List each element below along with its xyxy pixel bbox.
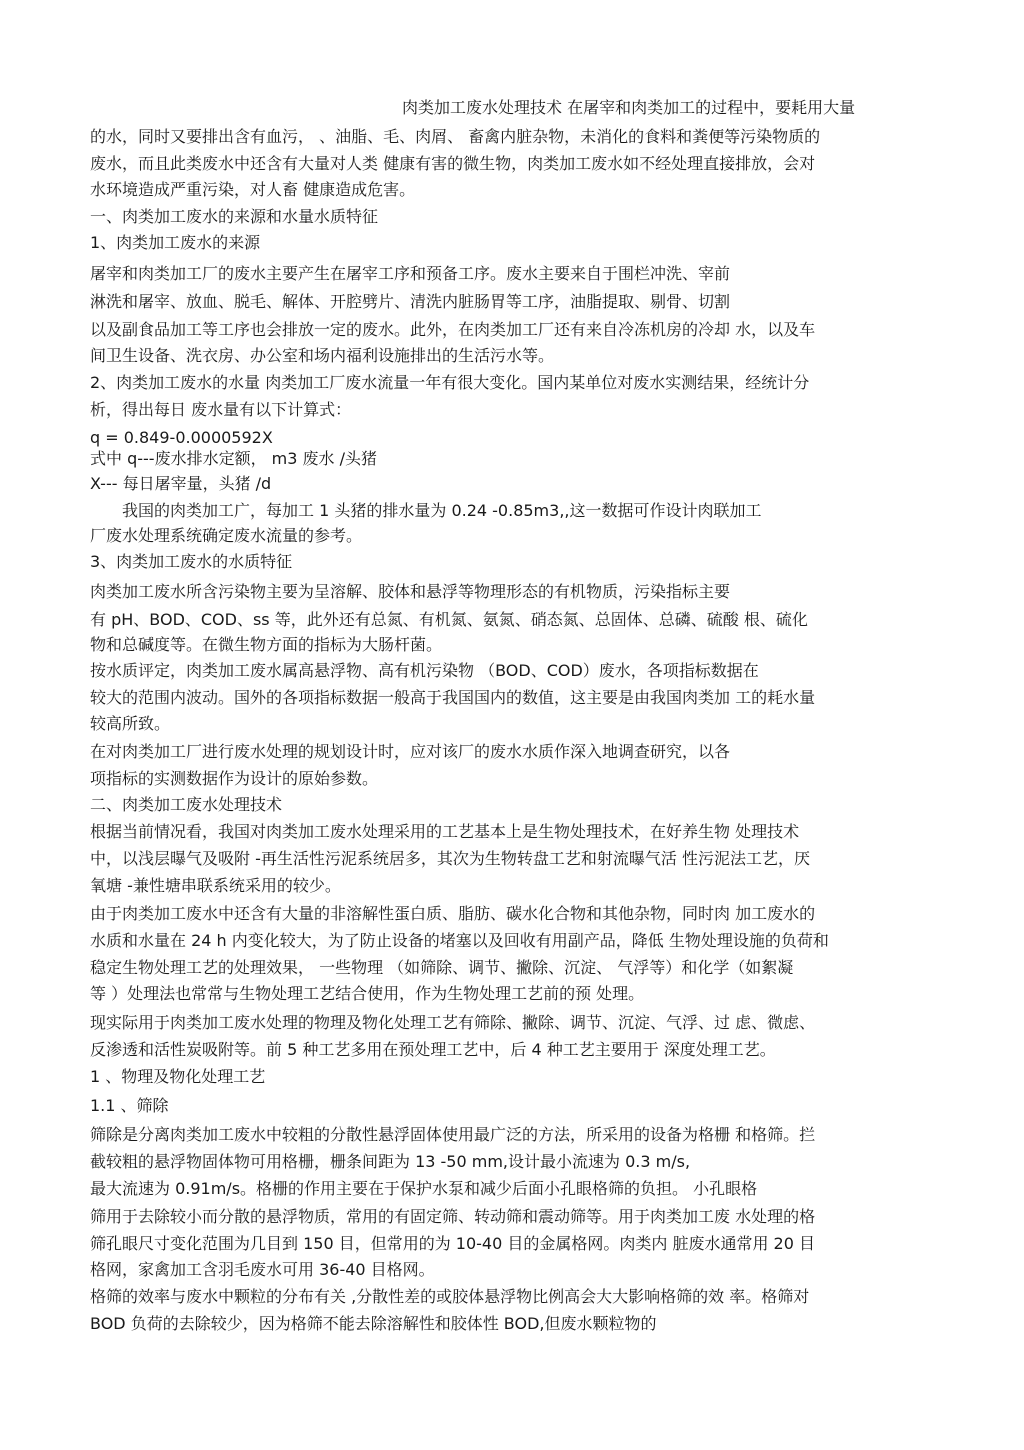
paragraph-line: 我国的肉类加工广，每加工 1 头猪的排水量为 0.24 -0.85m3,,这一数据可作设计肉联加工: [122, 501, 762, 520]
intro-line-2: 的水，同时又要排出含有血污， 、油脂、毛、肉屑、 畜禽内脏杂物，未消化的食料和粪便等污染物质的: [90, 127, 821, 146]
paragraph-line: 最大流速为 0.91m/s。格栅的作用主要在于保护水泵和减少后面小孔眼格筛的负担。 小孔眼格: [90, 1179, 758, 1198]
paragraph-line: 筛用于去除较小而分散的悬浮物质，常用的有固定筛、转动筛和震动筛等。用于肉类加工废 水处理的格: [90, 1207, 816, 1226]
paragraph-line: 等 ）处理法也常常与生物处理工艺结合使用，作为生物处理工艺前的预 处理。: [90, 984, 645, 1003]
paragraph-line: 由于肉类加工废水中还含有大量的非溶解性蛋白质、脂肪、碳水化合物和其他杂物，同时肉 加工废水的: [90, 904, 816, 923]
paragraph-line: 筛孔眼尺寸变化范围为几目到 150 目，但常用的为 10-40 目的金属格网。肉类内 脏废水通常用 20 目: [90, 1234, 815, 1253]
intro-line-1: 肉类加工废水处理技术 在屠宰和肉类加工的过程中，要耗用大量: [402, 98, 856, 117]
paragraph-line: 间卫生设备、洗衣房、办公室和场内福利设施排出的生活污水等。: [90, 346, 555, 365]
paragraph-line: 项指标的实测数据作为设计的原始参数。: [90, 769, 379, 788]
subsection-heading-1-1: 1、肉类加工废水的来源: [90, 233, 261, 252]
paragraph-line: 在对肉类加工厂进行废水处理的规划设计时，应对该厂的废水水质作深入地调查研究，以各: [90, 742, 731, 761]
paragraph-line: 水质和水量在 24 h 内变化较大，为了防止设备的堵塞以及回收有用副产品，降低 生物处理设施的负荷和: [90, 931, 829, 950]
subsection-heading-1-3: 3、肉类加工废水的水质特征: [90, 552, 293, 571]
subsubsection-heading-1-1: 1.1 、筛除: [90, 1096, 169, 1115]
paragraph-line: 析，得出每日 废水量有以下计算式：: [90, 400, 352, 419]
paragraph-line: BOD 负荷的去除较少，因为格筛不能去除溶解性和胶体性 BOD,但废水颗粒物的: [90, 1314, 657, 1333]
subsection-heading-2-1: 1 、物理及物化处理工艺: [90, 1067, 266, 1086]
paragraph-line: 格筛的效率与废水中颗粒的分布有关 ,分散性差的或胶体悬浮物比例高会大大影响格筛的效 率。格筛对: [90, 1287, 810, 1306]
paragraph-line: 氧塘 -兼性塘串联系统采用的较少。: [90, 876, 341, 895]
intro-line-3: 废水，而且此类废水中还含有大量对人类 健康有害的微生物，肉类加工废水如不经处理直接排放，会对: [90, 154, 816, 173]
formula-definition-line: X--- 每日屠宰量，头猪 /d: [90, 474, 272, 493]
paragraph-line: 较高所致。: [90, 714, 171, 733]
paragraph-line: 2、肉类加工废水的水量 肉类加工厂废水流量一年有很大变化。国内某单位对废水实测结果，经统计分: [90, 373, 810, 392]
paragraph-line: 截较粗的悬浮物固体物可用格栅，栅条间距为 13 -50 mm,设计最小流速为 0.3 m/s,: [90, 1152, 691, 1171]
formula-definition-line: 式中 q---废水排水定额， m3 废水 /头猪: [90, 449, 377, 468]
paragraph-line: 淋洗和屠宰、放血、脱毛、解体、开腔劈片、清洗内脏肠胃等工序，油脂提取、剔骨、切割: [90, 292, 731, 311]
paragraph-line: 按水质评定，肉类加工废水属高悬浮物、高有机污染物 （BOD、COD）废水，各项指标数据在: [90, 661, 759, 680]
paragraph-line: 有 pH、BOD、COD、ss 等，此外还有总氮、有机氮、氨氮、硝态氮、总固体、总磷、硫酸 根、硫化: [90, 610, 808, 629]
paragraph-line: 反渗透和活性炭吸附等。前 5 种工艺多用在预处理工艺中，后 4 种工艺主要用于 深度处理工艺。: [90, 1040, 776, 1059]
paragraph-line: 筛除是分离肉类加工废水中较粗的分散性悬浮固体使用最广泛的方法，所采用的设备为格栅 和格筛。拦: [90, 1125, 816, 1144]
formula-line: q = 0.849-0.0000592X: [90, 428, 273, 447]
paragraph-line: 厂废水处理系统确定废水流量的参考。: [90, 526, 363, 545]
paragraph-line: 物和总碱度等。在微生物方面的指标为大肠杆菌。: [90, 635, 443, 654]
paragraph-line: 现实际用于肉类加工废水处理的物理及物化处理工艺有筛除、撇除、调节、沉淀、气浮、过 虑、微虑、: [90, 1013, 816, 1032]
section-heading-1: 一、肉类加工废水的来源和水量水质特征: [90, 207, 379, 226]
section-heading-2: 二、肉类加工废水处理技术: [90, 795, 283, 814]
paragraph-line: 根据当前情况看，我国对肉类加工废水处理采用的工艺基本上是生物处理技术，在好养生物 处理技术: [90, 822, 800, 841]
paragraph-line: 稳定生物处理工艺的处理效果， 一些物理 （如筛除、调节、撇除、沉淀、 气浮等）和化学（如絮凝: [90, 958, 794, 977]
paragraph-line: 中，以浅层曝气及吸附 -再生活性污泥系统居多，其次为生物转盘工艺和射流曝气活 性污泥法工艺，厌: [90, 849, 810, 868]
paragraph-line: 肉类加工废水所含污染物主要为呈溶解、胶体和悬浮等物理形态的有机物质，污染指标主要: [90, 582, 731, 601]
paragraph-line: 屠宰和肉类加工厂的废水主要产生在屠宰工序和预备工序。废水主要来自于围栏冲洗、宰前: [90, 264, 731, 283]
paragraph-line: 格网，家禽加工含羽毛废水可用 36-40 目格网。: [90, 1260, 435, 1279]
intro-line-4: 水环境造成严重污染，对人畜 健康造成危害。: [90, 180, 416, 199]
paragraph-line: 较大的范围内波动。国外的各项指标数据一般高于我国国内的数值，这主要是由我国肉类加 工的耗水量: [90, 688, 816, 707]
paragraph-line: 以及副食品加工等工序也会排放一定的废水。此外，在肉类加工厂还有来自冷冻机房的冷却 水，以及车: [90, 320, 816, 339]
